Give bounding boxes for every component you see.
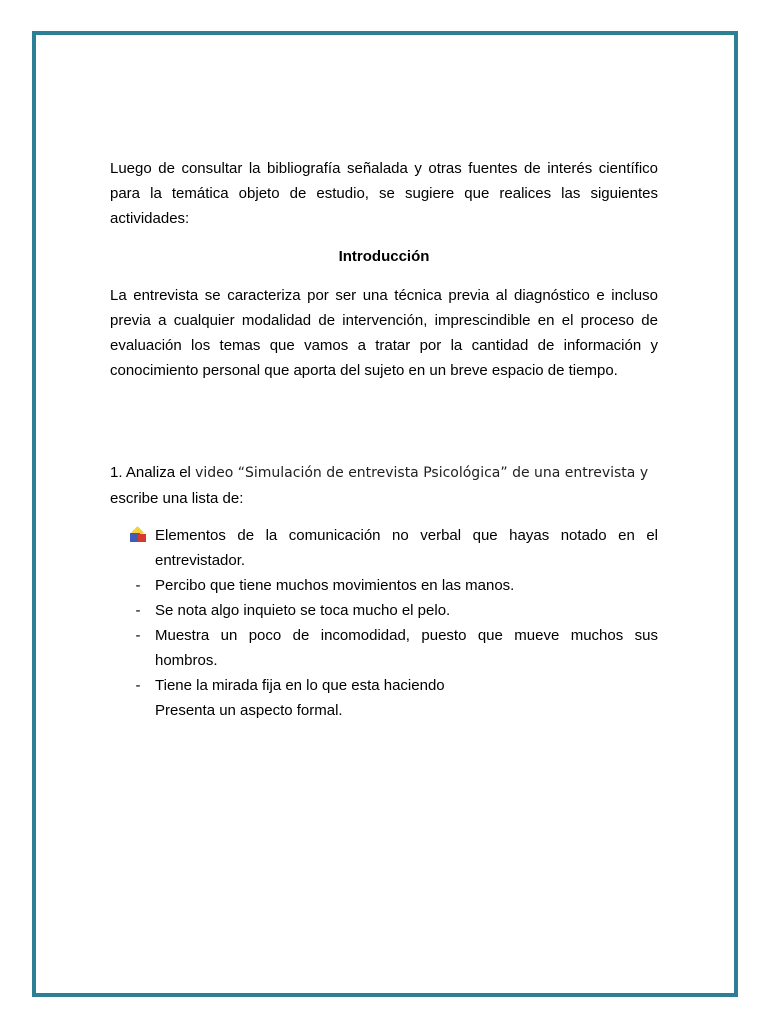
list-item [110, 623, 658, 673]
body-paragraph: La entrevista se caracteriza por ser una técnica previa al diagnóstico e incluso previa a cualquier modalidad de intervención, imprescindible en el proceso de evaluación los temas que vamos a tratar por la cantidad de información y conocimiento personal que aporta del sujeto en un breve espacio de tiempo. [110, 287, 658, 379]
dash-marker: - [135, 677, 141, 694]
bullet-icon [130, 528, 147, 543]
list-item [110, 573, 658, 598]
list-item [110, 598, 658, 623]
dash-marker: - [135, 577, 141, 594]
dash-marker: - [135, 627, 141, 644]
answer-list [110, 523, 658, 698]
list-item [110, 523, 658, 573]
video-reference: video “Simulación de entrevista Psicológica” de una entrevista y [195, 465, 649, 481]
question-1 [110, 460, 658, 511]
list-item-text: Elementos de la comunicación no verbal que hayas notado en el entrevistador. [155, 527, 658, 569]
dash-marker: - [135, 602, 141, 619]
list-continuation: Presenta un aspecto formal. [155, 702, 343, 719]
list-item-text: Se nota algo inquieto se toca mucho el pelo. [155, 602, 451, 619]
question-suffix: escribe una lista de: [110, 490, 244, 507]
intro-paragraph: Luego de consultar la bibliografía señalada y otras fuentes de interés científico para la temática objeto de estudio, se sugiere que realices las siguientes actividades: [110, 160, 658, 227]
question-prefix: 1. Analiza el [110, 464, 196, 481]
section-heading: Introducción [338, 248, 430, 265]
list-item-text: Percibo que tiene muchos movimientos en las manos. [155, 577, 515, 594]
list-item-text: Tiene la mirada fija en lo que esta haciendo [155, 677, 445, 694]
list-item-text: Muestra un poco de incomodidad, puesto que mueve muchos sus hombros. [155, 627, 658, 669]
document-body [110, 156, 658, 723]
list-item [110, 673, 658, 698]
